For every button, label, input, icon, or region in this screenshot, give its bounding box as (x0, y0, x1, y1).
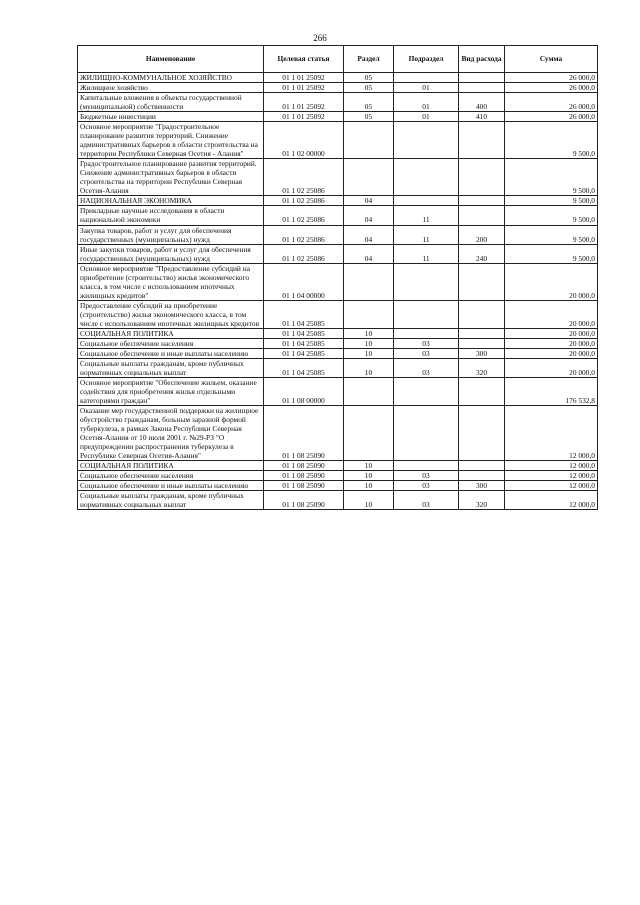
table-row (78, 263, 598, 300)
table-row (78, 93, 598, 112)
row-name: Социальное обеспечение населения (78, 471, 264, 481)
row-subsection: 11 (394, 225, 459, 244)
table-row (78, 378, 598, 406)
row-target-article: 01 1 01 25092 (264, 112, 344, 122)
row-target-article: 01 1 01 25092 (264, 93, 344, 112)
row-expense-type (459, 206, 505, 225)
row-sum: 12 000,0 (505, 481, 598, 491)
row-sum: 9 500,0 (505, 244, 598, 263)
row-name: Жилищное хозяйство (78, 83, 264, 93)
table-row (78, 225, 598, 244)
row-section: 10 (344, 471, 394, 481)
row-name: Основное мероприятие "Обеспечение жильем, оказание содействия для приобретения жилья отдельными категориями граждан" (78, 378, 264, 406)
row-sum: 20 000,0 (505, 358, 598, 377)
table-row (78, 481, 598, 491)
row-section: 05 (344, 112, 394, 122)
row-expense-type (459, 338, 505, 348)
row-name: Оказание мер государственной поддержки на жилищное обустройство гражданам, больным заразной формой туберкулеза, в рамках Закона Республики Северная Осетия-Алания от 10 июля 2001 г. №29-РЗ "О предупреждении распространения туберкулеза в Республике Северная Осетия-Алания" (78, 406, 264, 461)
row-name: Бюджетные инвестиции (78, 112, 264, 122)
row-section: 10 (344, 358, 394, 377)
table-row (78, 328, 598, 338)
row-name: Социальное обеспечение и иные выплаты населению (78, 348, 264, 358)
table-row (78, 244, 598, 263)
row-expense-type (459, 471, 505, 481)
row-name: Социальные выплаты гражданам, кроме публичных нормативных социальных выплат (78, 358, 264, 377)
row-section: 10 (344, 491, 394, 510)
row-expense-type (459, 328, 505, 338)
row-target-article: 01 1 08 25090 (264, 406, 344, 461)
row-name: Капитальные вложения в объекты государственной (муниципальной) собственности (78, 93, 264, 112)
row-subsection: 03 (394, 471, 459, 481)
budget-table (77, 45, 598, 510)
row-sum: 20 000,0 (505, 338, 598, 348)
row-section: 04 (344, 206, 394, 225)
header-section: Раздел (344, 46, 394, 73)
row-section: 04 (344, 196, 394, 206)
row-sum: 176 532,8 (505, 378, 598, 406)
row-sum: 9 500,0 (505, 122, 598, 159)
row-expense-type: 240 (459, 244, 505, 263)
table-row (78, 206, 598, 225)
row-section (344, 122, 394, 159)
header-name: Наименование (78, 46, 264, 73)
row-subsection: 11 (394, 244, 459, 263)
row-section: 10 (344, 328, 394, 338)
row-subsection (394, 73, 459, 83)
row-expense-type (459, 83, 505, 93)
row-name: Иные закупки товаров, работ и услуг для обеспечения государственных (муниципальных) нужд (78, 244, 264, 263)
row-section (344, 263, 394, 300)
row-subsection (394, 406, 459, 461)
table-row (78, 406, 598, 461)
row-section: 04 (344, 244, 394, 263)
row-subsection: 03 (394, 491, 459, 510)
row-name: Прикладные научные исследования в области национальной экономики (78, 206, 264, 225)
row-subsection (394, 300, 459, 328)
row-expense-type (459, 263, 505, 300)
header-subsection: Подраздел (394, 46, 459, 73)
row-target-article: 01 1 08 00000 (264, 378, 344, 406)
row-expense-type: 320 (459, 358, 505, 377)
row-subsection (394, 378, 459, 406)
row-section: 05 (344, 93, 394, 112)
row-subsection (394, 461, 459, 471)
row-name: НАЦИОНАЛЬНАЯ ЭКОНОМИКА (78, 196, 264, 206)
row-name: Градостроительное планирование развития территорий. Снижение административных барьеров в области строительства на территории Республики Северная Осетия-Алания (78, 159, 264, 196)
table-row (78, 348, 598, 358)
table-row (78, 461, 598, 471)
row-sum: 9 500,0 (505, 206, 598, 225)
row-name: Основное мероприятие "Предоставление субсидий на приобретение (строительство) жилья экономического класса, в том числе с использованием ипотечных жилищных кредитов" (78, 263, 264, 300)
table-row (78, 83, 598, 93)
row-name: Закупка товаров, работ и услуг для обеспечения государственных (муниципальных) нужд (78, 225, 264, 244)
row-name: СОЦИАЛЬНАЯ ПОЛИТИКА (78, 461, 264, 471)
row-subsection: 11 (394, 206, 459, 225)
row-expense-type: 320 (459, 491, 505, 510)
row-sum: 12 000,0 (505, 471, 598, 481)
table-row (78, 112, 598, 122)
row-expense-type (459, 196, 505, 206)
row-section (344, 159, 394, 196)
row-name: Социальное обеспечение населения (78, 338, 264, 348)
row-expense-type: 300 (459, 481, 505, 491)
row-name: Основное мероприятие "Градостроительное планирование развития территорий. Снижение административных барьеров в области строительства на территории Республики Северная Осетия - Алания" (78, 122, 264, 159)
row-expense-type (459, 406, 505, 461)
row-name: Социальное обеспечение и иные выплаты населению (78, 481, 264, 491)
page-number: 266 (313, 33, 327, 43)
row-sum: 12 000,0 (505, 406, 598, 461)
row-sum: 12 000,0 (505, 461, 598, 471)
row-section: 05 (344, 73, 394, 83)
row-name: Социальные выплаты гражданам, кроме публичных нормативных социальных выплат (78, 491, 264, 510)
row-subsection (394, 196, 459, 206)
row-subsection (394, 328, 459, 338)
row-expense-type: 400 (459, 93, 505, 112)
row-subsection (394, 122, 459, 159)
row-subsection (394, 159, 459, 196)
table-row (78, 471, 598, 481)
table-row (78, 73, 598, 83)
header-sum: Сумма (505, 46, 598, 73)
row-name: СОЦИАЛЬНАЯ ПОЛИТИКА (78, 328, 264, 338)
row-target-article: 01 1 04 25085 (264, 338, 344, 348)
table-row (78, 300, 598, 328)
row-sum: 26 000,0 (505, 93, 598, 112)
row-section: 10 (344, 348, 394, 358)
table-row (78, 122, 598, 159)
row-expense-type (459, 122, 505, 159)
row-target-article: 01 1 02 25086 (264, 244, 344, 263)
row-sum: 9 500,0 (505, 196, 598, 206)
row-subsection: 03 (394, 358, 459, 377)
row-subsection: 03 (394, 338, 459, 348)
row-sum: 9 500,0 (505, 159, 598, 196)
row-target-article: 01 1 08 25090 (264, 461, 344, 471)
row-subsection: 01 (394, 83, 459, 93)
row-sum: 26 000,0 (505, 83, 598, 93)
row-subsection: 01 (394, 112, 459, 122)
row-section (344, 406, 394, 461)
table-header-row (78, 46, 598, 73)
row-section: 10 (344, 481, 394, 491)
row-name: ЖИЛИЩНО-КОММУНАЛЬНОЕ ХОЗЯЙСТВО (78, 73, 264, 83)
row-sum: 20 000,0 (505, 328, 598, 338)
row-section: 10 (344, 461, 394, 471)
row-target-article: 01 1 01 25092 (264, 73, 344, 83)
row-section: 10 (344, 338, 394, 348)
row-sum: 20 000,0 (505, 348, 598, 358)
row-target-article: 01 1 04 00000 (264, 263, 344, 300)
row-target-article: 01 1 08 25090 (264, 491, 344, 510)
row-subsection: 03 (394, 348, 459, 358)
row-expense-type: 200 (459, 225, 505, 244)
row-sum: 20 000,0 (505, 263, 598, 300)
header-target-article: Целевая статья (264, 46, 344, 73)
row-expense-type (459, 159, 505, 196)
row-expense-type: 300 (459, 348, 505, 358)
row-expense-type (459, 378, 505, 406)
row-target-article: 01 1 04 25085 (264, 300, 344, 328)
row-expense-type (459, 73, 505, 83)
row-sum: 9 500,0 (505, 225, 598, 244)
row-target-article: 01 1 04 25085 (264, 348, 344, 358)
row-subsection: 03 (394, 481, 459, 491)
row-subsection: 01 (394, 93, 459, 112)
row-target-article: 01 1 02 25086 (264, 196, 344, 206)
table-row (78, 159, 598, 196)
row-target-article: 01 1 02 25086 (264, 225, 344, 244)
row-section (344, 300, 394, 328)
row-target-article: 01 1 02 00000 (264, 122, 344, 159)
row-expense-type (459, 300, 505, 328)
row-target-article: 01 1 04 25085 (264, 358, 344, 377)
row-target-article: 01 1 04 25085 (264, 328, 344, 338)
row-target-article: 01 1 01 25092 (264, 83, 344, 93)
row-target-article: 01 1 02 25086 (264, 159, 344, 196)
row-expense-type (459, 461, 505, 471)
table-row (78, 196, 598, 206)
row-section: 05 (344, 83, 394, 93)
row-target-article: 01 1 02 25086 (264, 206, 344, 225)
row-sum: 12 000,0 (505, 491, 598, 510)
row-name: Предоставление субсидий на приобретение (строительство) жилья экономического класса, в том числе с использованием ипотечных жилищных кредитов (78, 300, 264, 328)
row-expense-type: 410 (459, 112, 505, 122)
header-expense-type: Вид расхода (459, 46, 505, 73)
row-sum: 26 000,0 (505, 112, 598, 122)
row-sum: 20 000,0 (505, 300, 598, 328)
row-sum: 26 000,0 (505, 73, 598, 83)
row-target-article: 01 1 08 25090 (264, 481, 344, 491)
row-section: 04 (344, 225, 394, 244)
row-section (344, 378, 394, 406)
row-target-article: 01 1 08 25090 (264, 471, 344, 481)
table-row (78, 338, 598, 348)
row-subsection (394, 263, 459, 300)
table-row (78, 491, 598, 510)
table-row (78, 358, 598, 377)
